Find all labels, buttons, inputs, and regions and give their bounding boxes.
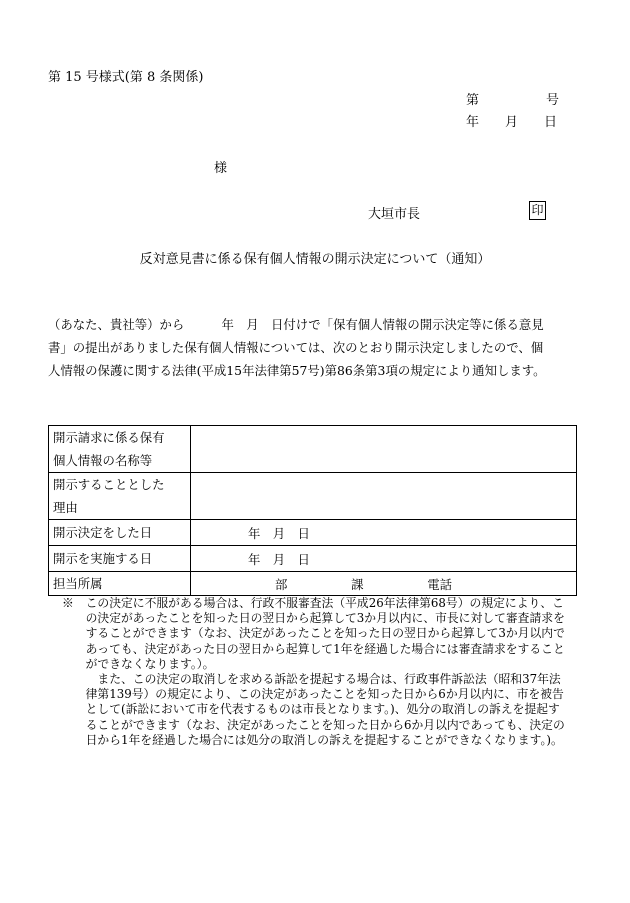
table-row bbox=[49, 572, 577, 596]
note-line: ることができます（なお、決定があったことを知った日から6か月以内であっても、決定の bbox=[62, 717, 565, 732]
value-info-name bbox=[191, 426, 577, 473]
doc-number-prefix: 第 bbox=[466, 93, 480, 108]
label-info-name: 開示請求に係る保有 個人情報の名称等 bbox=[49, 426, 191, 473]
dept-label: 部 bbox=[275, 576, 288, 592]
body-line: 人情報の保護に関する法律(平成15年法律第57号)第86条第3項の規定により通知します。 bbox=[48, 363, 546, 378]
body-line: （あなた、貴社等）から 年 月 日付けで「保有個人情報の開示決定等に係る意見 bbox=[48, 317, 544, 332]
issuer-name: 大垣市長 bbox=[368, 207, 421, 222]
table-row bbox=[49, 546, 577, 572]
phone-label: 電話 bbox=[427, 576, 452, 592]
info-table bbox=[48, 425, 577, 596]
body-line: 書」の提出がありました保有個人情報については、次のとおり開示決定しましたので、個 bbox=[48, 340, 544, 355]
value-department bbox=[191, 572, 577, 596]
value-decision-date: 年 月 日 bbox=[191, 520, 577, 546]
body-paragraph bbox=[48, 313, 580, 382]
addressee-suffix: 様 bbox=[214, 161, 228, 176]
note-line: 律第139号）の規定により、この決定があったことを知った日から6か月以内に、市を被告 bbox=[62, 687, 564, 702]
section-label: 課 bbox=[351, 576, 364, 592]
seal-mark: 印 bbox=[529, 201, 546, 220]
label-implementation-date: 開示を実施する日 bbox=[49, 546, 191, 572]
note-line: することができます（なお、決定があったことを知った日の翌日から起算して3か月以内で bbox=[62, 626, 565, 641]
label-department: 担当所属 bbox=[49, 572, 191, 596]
note-line: ができなくなります。）。 bbox=[62, 656, 215, 671]
note-line: あっても、決定があった日の翌日から起算して1年を経過した場合には審査請求をすること bbox=[62, 641, 565, 656]
table-row bbox=[49, 473, 577, 520]
note-line: 日から1年を経過した場合には処分の取消しの訴えを提起することができなくなります。)。 bbox=[62, 732, 563, 747]
note-line: の決定があったことを知った日の翌日から起算して3か月以内に、市長に対して審査請求を bbox=[62, 611, 565, 626]
note-line: また、この決定の取消しを求める訴訟を提起する場合は、行政事件訴訟法（昭和37年法 bbox=[62, 672, 561, 687]
document-title: 反対意見書に係る保有個人情報の開示決定について（通知） bbox=[139, 252, 491, 267]
label-decision-date: 開示決定をした日 bbox=[49, 520, 191, 546]
value-disclosure-reason bbox=[191, 473, 577, 520]
notes-section bbox=[62, 596, 582, 748]
table-row bbox=[49, 426, 577, 473]
table-row bbox=[49, 520, 577, 546]
value-implementation-date: 年 月 日 bbox=[191, 546, 577, 572]
document-number bbox=[466, 89, 560, 108]
doc-number-suffix: 号 bbox=[546, 93, 560, 108]
label-disclosure-reason: 開示することとした 理由 bbox=[49, 473, 191, 520]
form-number: 第 15 号様式(第 8 条関係) bbox=[48, 70, 204, 85]
note-line: として(訴訟において市を代表するものは市長となります。)、処分の取消しの訴えを提起す bbox=[62, 702, 560, 717]
note-line: ※ この決定に不服がある場合は、行政不服審査法（平成26年法律第68号）の規定により、こ bbox=[62, 596, 564, 610]
issue-date: 年 月 日 bbox=[466, 115, 558, 130]
